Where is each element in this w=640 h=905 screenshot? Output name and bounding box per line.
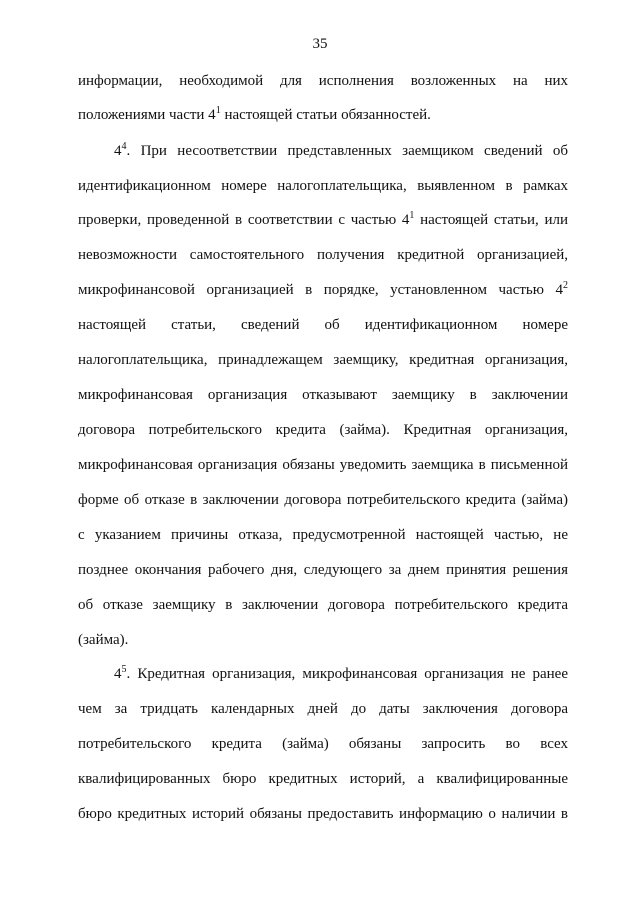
text-line: об отказе заемщику в заключении договора потребительского кредита (78, 597, 568, 613)
text-fragment: положениями части 4 (78, 107, 216, 123)
text-line: квалифицированных бюро кредитных историй, а квалифицированные (78, 771, 568, 787)
paragraph-number: 4 (114, 143, 122, 159)
text-line: позднее окончания рабочего дня, следующего за днем принятия решения (78, 562, 568, 578)
text-line: микрофинансовая организация отказывают заемщику в заключении (78, 387, 568, 403)
superscript: 2 (563, 280, 568, 291)
text-fragment: настоящей статьи, или (414, 212, 568, 228)
paragraph-start-line (114, 665, 568, 683)
text-line: настоящей статьи, сведений об идентификационном номере (78, 317, 568, 333)
text-line: договора потребительского кредита (займа). Кредитная организация, (78, 422, 568, 438)
paragraph-number: 4 (114, 666, 122, 682)
text-fragment: настоящей статьи обязанностей. (220, 107, 431, 123)
text-line: (займа). (78, 632, 129, 648)
text-line (78, 106, 568, 124)
superscript: 1 (409, 210, 415, 221)
superscript: 4 (121, 141, 127, 152)
superscript: 5 (121, 664, 127, 675)
superscript: 1 (215, 105, 221, 116)
text-fragment: проверки, проведенной в соответствии с частью 4 (78, 212, 410, 228)
text-line: чем за тридцать календарных дней до даты заключения договора (78, 701, 568, 717)
text-fragment: микрофинансовой организацией в порядке, установленном частью 4 (78, 282, 563, 298)
text-line: невозможности самостоятельного получения кредитной организацией, (78, 247, 568, 263)
text-line: идентификационном номере налогоплательщика, выявленном в рамках (78, 178, 568, 194)
text-line: информации, необходимой для исполнения возложенных на них (78, 73, 568, 89)
text-line (78, 211, 568, 229)
text-line: потребительского кредита (займа) обязаны запросить во всех (78, 736, 568, 752)
text-line: с указанием причины отказа, предусмотренной настоящей частью, не (78, 527, 568, 543)
text-fragment: . При несоответствии представленных заемщиком сведений об (126, 143, 568, 159)
text-line (78, 281, 568, 299)
page-number: 35 (312, 36, 328, 52)
text-line: форме об отказе в заключении договора потребительского кредита (займа) (78, 492, 568, 508)
text-line: налогоплательщика, принадлежащем заемщику, кредитная организация, (78, 352, 568, 368)
paragraph-start-line (114, 142, 568, 160)
text-fragment: . Кредитная организация, микрофинансовая организация не ранее (126, 666, 568, 682)
text-line: микрофинансовая организация обязаны уведомить заемщика в письменной (78, 457, 568, 473)
text-line: бюро кредитных историй обязаны предоставить информацию о наличии в (78, 806, 568, 822)
